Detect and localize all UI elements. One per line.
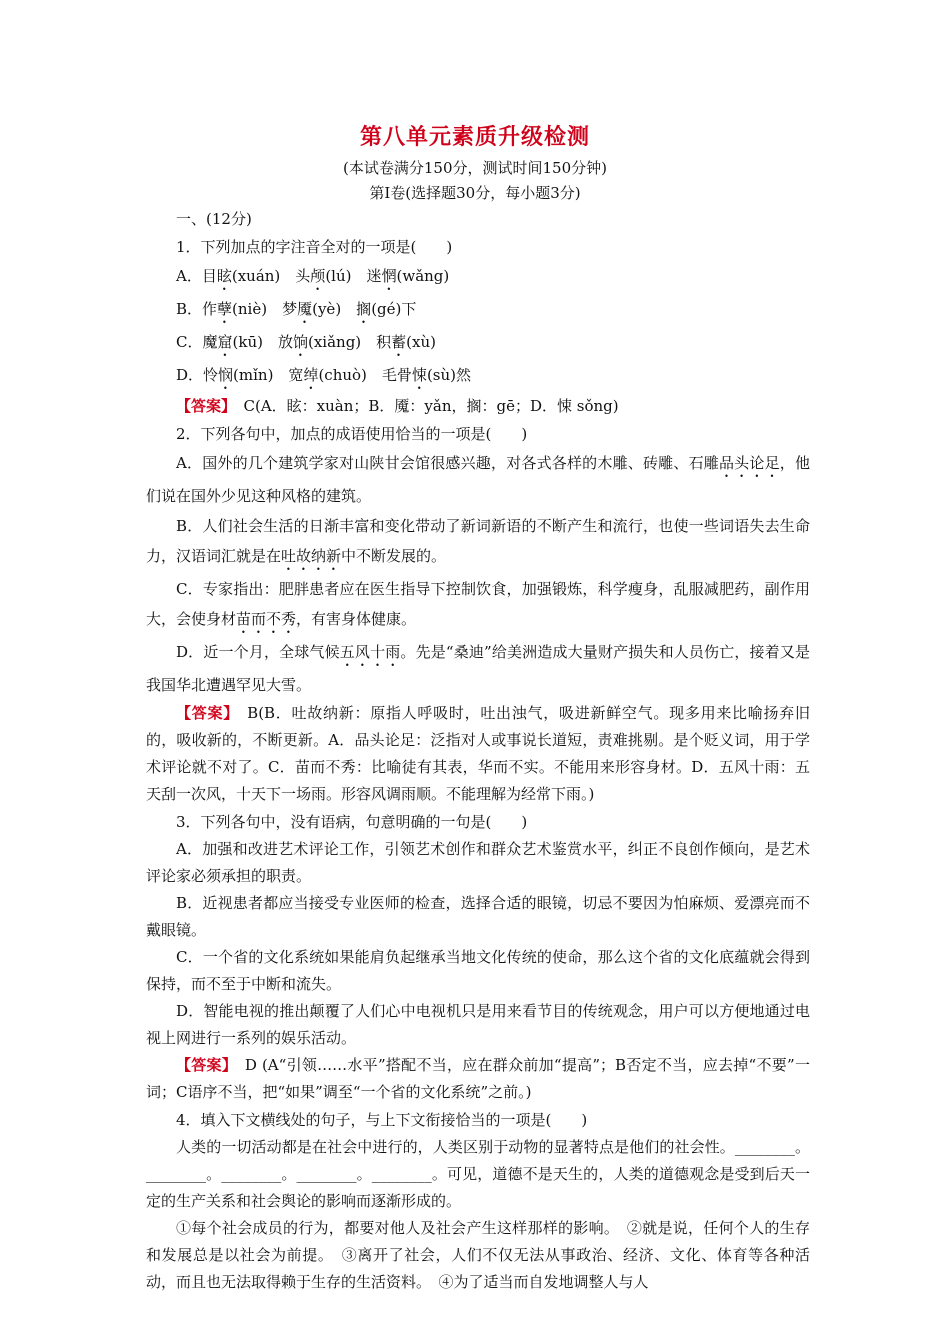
- question-2-stem: 2．下列各句中，加点的成语使用恰当的一项是( ): [176, 425, 528, 443]
- exam-subtitle: (本试卷满分150分，测试时间150分钟): [343, 159, 607, 177]
- question-3-answer: 【答案】 D (A“引领……水平”搭配不当，应在群众前加“提高”；B否定不当，应去掉“不要”一词；C语序不当，把“如果”调至“一个省的文化系统”之前。): [146, 1056, 810, 1101]
- page-title: 第八单元素质升级检测: [359, 124, 590, 150]
- exam-content: [146, 205, 810, 1296]
- question-4-passage: 人类的一切活动都是在社会中进行的，人类区别于动物的显著特点是他们的社会性。________。________。________。________。________。可见，道德不是天生的，人类的道德观念是受到后天一定的生产关系和社会舆论的影响而逐渐形成的。: [146, 1138, 810, 1210]
- question-2-option-c: C．专家指出：肥胖患者应在医生指导下控制饮食，加强锻炼，科学瘦身，乱服减肥药，副作用大，会使身材苗而不秀，有害身体健康。: [146, 580, 810, 628]
- question-2-option-b: B．人们社会生活的日渐丰富和变化带动了新词新语的不断产生和流行，也使一些词语失去生命力，汉语词汇就是在吐故纳新中不断发展的。: [146, 517, 810, 565]
- question-3-option-a: A．加强和改进艺术评论工作，引领艺术创作和群众艺术鉴赏水平，纠正不良创作倾向，是艺术评论家必须承担的职责。: [146, 840, 810, 885]
- question-1-answer: 【答案】 C(A．眩：xuàn；B．魇：yǎn，搁：gē；D．悚 sǒng): [176, 397, 619, 415]
- question-2-option-d: D．近一个月，全球气候五风十雨。先是“桑迪”给美洲造成大量财产损失和人员伤亡，接着又是我国华北遭遇罕见大雪。: [146, 643, 810, 694]
- question-2-option-a: A．国外的几个建筑学家对山陕甘会馆很感兴趣，对各式各样的木雕、砖雕、石雕品头论足，他们说在国外少见这种风格的建筑。: [146, 454, 810, 505]
- question-3-option-d: D．智能电视的推出颠覆了人们心中电视机只是用来看节目的传统观念，用户可以方便地通过电视上网进行一系列的娱乐活动。: [146, 1002, 810, 1047]
- section-heading: 第Ⅰ卷(选择题30分，每小题3分): [369, 184, 581, 202]
- question-3-stem: 3．下列各句中，没有语病，句意明确的一句是( ): [176, 813, 528, 831]
- question-1-option-a: A．目眩(xuán) 头颅(lú) 迷惘(wǎng): [176, 267, 450, 285]
- question-1-option-c: C．魔窟(kū) 放饷(xiǎng) 积蓄(xù): [176, 333, 436, 351]
- question-1-option-d: D．怜悯(mǐn) 宽绰(chuò) 毛骨悚(sù)然: [176, 366, 472, 384]
- part-heading: 一、(12分): [176, 210, 252, 228]
- question-3-option-c: C．一个省的文化系统如果能肩负起继承当地文化传统的使命，那么这个省的文化底蕴就会得到保持，而不至于中断和流失。: [146, 948, 810, 993]
- question-1-stem: 1．下列加点的字注音全对的一项是( ): [176, 238, 453, 256]
- question-3-option-b: B．近视患者都应当接受专业医师的检查，选择合适的眼镜，切忌不要因为怕麻烦、爱漂亮而不戴眼镜。: [146, 894, 810, 939]
- question-1-option-b: B．作孽(niè) 梦魇(yè) 搁(gé)下: [176, 300, 417, 318]
- question-4-stem: 4．填入下文横线处的句子，与上下文衔接恰当的一项是( ): [176, 1111, 588, 1129]
- question-2-answer: 【答案】 B(B．吐故纳新：原指人呼吸时，吐出浊气，吸进新鲜空气。现多用来比喻扬弃旧的，吸收新的，不断更新。A．品头论足：泛指对人或事说长道短，责难挑剔。是个贬义词，用于学术评论就不对了。C．苗而不秀：比喻徒有其表，华而不实。不能用来形容身材。D．五风十雨：五天刮一次风，十天下一场雨。形容风调雨顺。不能理解为经常下雨。): [146, 704, 810, 803]
- question-4-sentence-options: ①每个社会成员的行为，都要对他人及社会产生这样那样的影响。 ②就是说，任何个人的生存和发展总是以社会为前提。 ③离开了社会，人们不仅无法从事政治、经济、文化、体育等各种活动，而且也无法取得赖于生存的生活资料。 ④为了适当而自发地调整人与人: [146, 1219, 810, 1291]
